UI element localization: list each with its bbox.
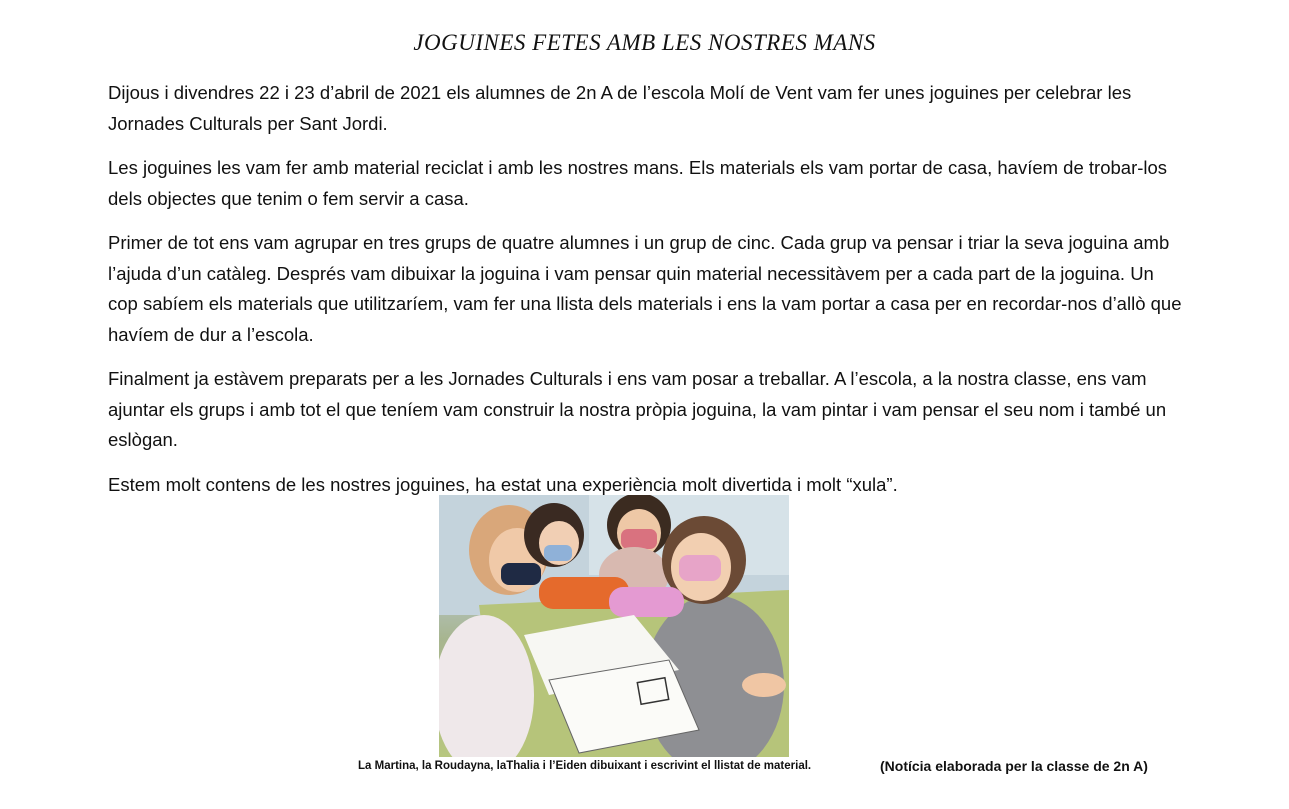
paragraph-2: Les joguines les vam fer amb material reciclat i amb les nostres mans. Els materials els vam portar de casa, havíem de trobar-los dels objectes que tenim o fem servir a casa. [108, 157, 1168, 209]
photo-caption: La Martina, la Roudayna, laThalia i l’Eiden dibuixant i escrivint el llistat de material. [358, 760, 812, 772]
article-credit: (Notícia elaborada per la classe de 2n A) [880, 758, 1148, 774]
paragraph-4: Finalment ja estàvem preparats per a les Jornades Culturals i ens vam posar a treballar. A l’escola, a la nostra classe, ens vam ajuntar els grups i amb tot el que teníem vam construir la nostra pròpia joguina, la vam pintar i vam pensar el seu nom i també un eslògan. [108, 368, 1167, 450]
paragraph-5: Estem molt contens de les nostres joguines, ha estat una experiència molt divertida i molt “xula”. [108, 473, 898, 495]
article-title: JOGUINES FETES AMB LES NOSTRES MANS [413, 30, 876, 55]
paragraph-1: Dijous i divendres 22 i 23 d’abril de 2021 els alumnes de 2n A de l’escola Molí de Vent vam fer unes joguines per celebrar les Jornades Culturals per Sant Jordi. [108, 82, 1132, 134]
classroom-photo [439, 495, 789, 757]
article-body [108, 78, 1183, 514]
paragraph-3: Primer de tot ens vam agrupar en tres grups de quatre alumnes i un grup de cinc. Cada grup va pensar i triar la seva joguina amb l’ajuda d’un catàleg. Després vam dibuixar la joguina i vam pensar quin material necessitàvem per a cada part de la joguina. Un cop sabíem els materials que utilitzaríem, vam fer una llista dels materials i ens la vam portar a casa per en recordar-nos d’allò que havíem de dur a l’escola. [108, 232, 1182, 345]
